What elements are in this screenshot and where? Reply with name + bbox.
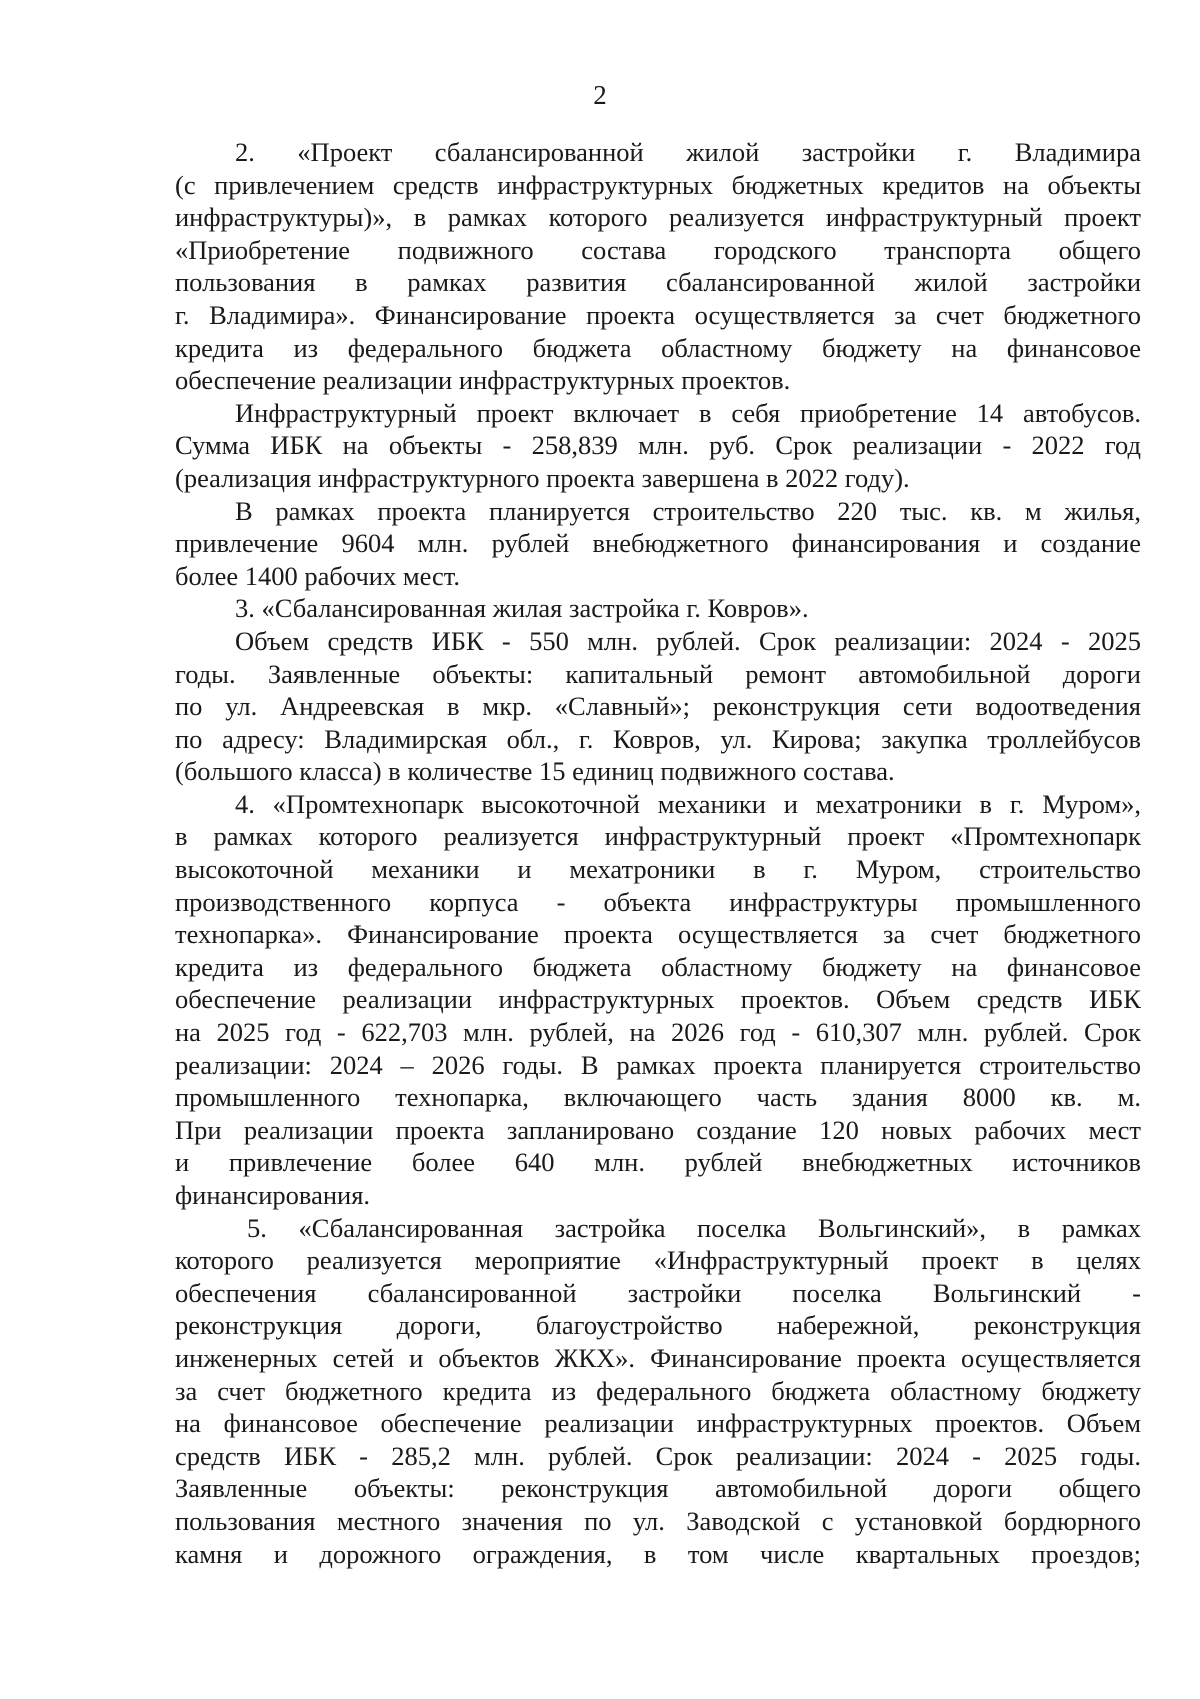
- text-line: пользования местного значения по ул. Заводской с установкой бордюрного: [175, 1505, 1141, 1536]
- text-line: Сумма ИБК на объекты - 258,839 млн. руб. Срок реализации - 2022 год: [175, 430, 1141, 461]
- text-line: 2. «Проект сбалансированной жилой застройки г. Владимира: [235, 137, 1141, 167]
- text-line: финансирования.: [175, 1180, 371, 1210]
- text-line: Инфраструктурный проект включает в себя приобретение 14 автобусов.: [235, 397, 1141, 428]
- text-line: на финансовое обеспечение реализации инфраструктурных проектов. Объем: [175, 1408, 1141, 1439]
- text-line: за счет бюджетного кредита из федерального бюджета областному бюджету: [175, 1375, 1141, 1406]
- text-line: производственного корпуса - объекта инфраструктуры промышленного: [175, 886, 1141, 917]
- text-line: (с привлечением средств инфраструктурных бюджетных кредитов на объекты: [175, 169, 1141, 200]
- text-line: средств ИБК - 285,2 млн. рублей. Срок реализации: 2024 - 2025 годы.: [175, 1440, 1141, 1471]
- text-line: высокоточной механики и мехатроники в г. Муром, строительство: [175, 854, 1141, 885]
- text-line: 4. «Промтехнопарк высокоточной механики и мехатроники в г. Муром»,: [235, 788, 1141, 819]
- text-line: В рамках проекта планируется строительство 220 тыс. кв. м жилья,: [235, 495, 1141, 526]
- text-line: в рамках которого реализуется инфраструктурный проект «Промтехнопарк: [175, 821, 1141, 852]
- text-line: и привлечение более 640 млн. рублей внебюджетных источников: [175, 1147, 1141, 1178]
- text-line: г. Владимира». Финансирование проекта осуществляется за счет бюджетного: [175, 299, 1141, 330]
- text-line: годы. Заявленные объекты: капитальный ремонт автомобильной дороги: [175, 658, 1141, 689]
- text-line: обеспечения сбалансированной застройки поселка Вольгинский -: [175, 1277, 1141, 1308]
- text-line: (большого класса) в количестве 15 единиц подвижного состава.: [175, 756, 895, 787]
- text-line: привлечение 9604 млн. рублей внебюджетного финансирования и создание: [175, 528, 1141, 559]
- text-line: кредита из федерального бюджета областному бюджету на финансовое: [175, 332, 1141, 363]
- document-body: [175, 136, 1141, 1570]
- page-number: 2: [593, 80, 607, 110]
- text-line: (реализация инфраструктурного проекта завершена в 2022 году).: [175, 462, 910, 493]
- text-line: по адресу: Владимирская обл., г. Ковров, ул. Кирова; закупка троллейбусов: [175, 723, 1141, 754]
- text-line: более 1400 рабочих мест.: [175, 560, 460, 591]
- text-line: обеспечение реализации инфраструктурных проектов.: [175, 365, 791, 396]
- text-line: пользования в рамках развития сбалансированной жилой застройки: [175, 267, 1141, 298]
- text-line: кредита из федерального бюджета областному бюджету на финансовое: [175, 951, 1141, 982]
- text-line: которого реализуется мероприятие «Инфраструктурный проект в целях: [175, 1245, 1141, 1276]
- text-line: 5. «Сбалансированная застройка поселка Вольгинский», в рамках: [247, 1212, 1141, 1243]
- text-line: реконструкция дороги, благоустройство набережной, реконструкция: [175, 1310, 1141, 1341]
- text-line: промышленного технопарка, включающего часть здания 8000 кв. м.: [175, 1082, 1141, 1113]
- text-line: «Приобретение подвижного состава городского транспорта общего: [175, 234, 1141, 265]
- text-line: инженерных сетей и объектов ЖКХ». Финансирование проекта осуществляется: [175, 1342, 1141, 1373]
- text-line: Заявленные объекты: реконструкция автомобильной дороги общего: [175, 1473, 1141, 1504]
- text-line: на 2025 год - 622,703 млн. рублей, на 2026 год - 610,307 млн. рублей. Срок: [175, 1017, 1141, 1048]
- text-line: При реализации проекта запланировано создание 120 новых рабочих мест: [175, 1114, 1141, 1145]
- text-line: реализации: 2024 – 2026 годы. В рамках проекта планируется строительство: [175, 1049, 1141, 1080]
- text-line: инфраструктуры)», в рамках которого реализуется инфраструктурный проект: [175, 202, 1141, 233]
- text-line: обеспечение реализации инфраструктурных проектов. Объем средств ИБК: [175, 984, 1141, 1015]
- text-line: 3. «Сбалансированная жилая застройка г. Ковров».: [235, 593, 809, 624]
- text-line: камня и дорожного ограждения, в том числе квартальных проездов;: [175, 1538, 1141, 1569]
- text-line: Объем средств ИБК - 550 млн. рублей. Срок реализации: 2024 - 2025: [235, 625, 1141, 656]
- text-line: технопарка». Финансирование проекта осуществляется за счет бюджетного: [175, 919, 1141, 950]
- text-line: по ул. Андреевская в мкр. «Славный»; реконструкция сети водоотведения: [175, 691, 1141, 722]
